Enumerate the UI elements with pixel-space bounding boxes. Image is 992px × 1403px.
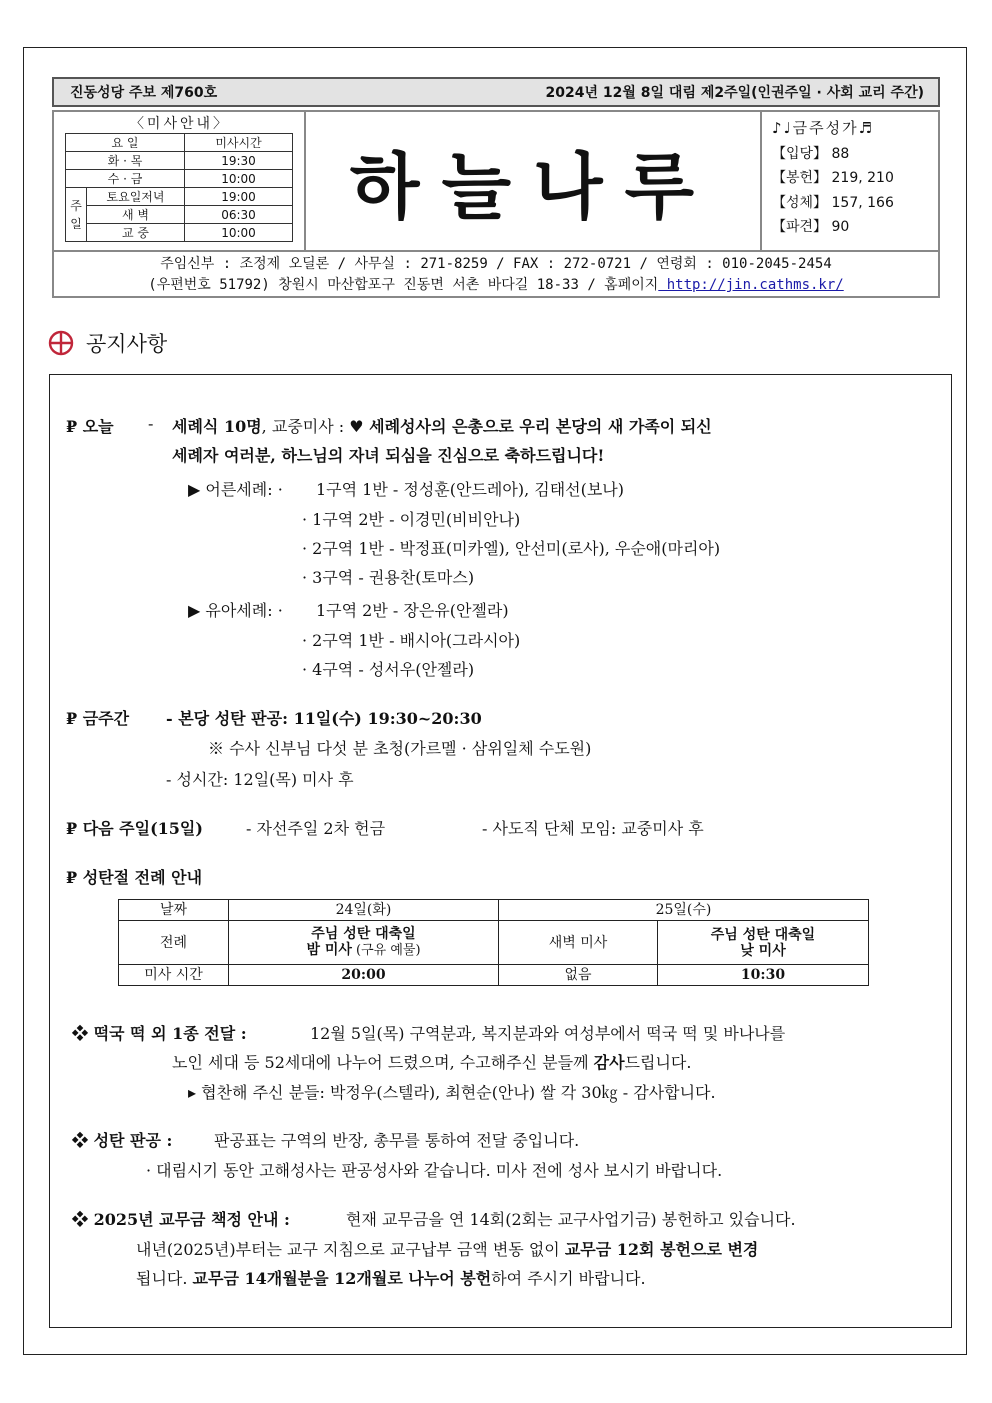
rice-cake-line-2: 노인 세대 등 52세대에 나누어 드렸으며, 수고해주신 분들께 감사드립니다. — [172, 1053, 692, 1072]
xmas-liturgy-24: 주님 성탄 대축일 밤 미사 (구유 예물) — [229, 921, 499, 965]
xmas-time-24: 20:00 — [229, 965, 499, 986]
homepage-link[interactable]: http://jin.cathms.kr/ — [658, 277, 844, 293]
xmas-liturgy-25: 주님 성탄 대축일 낮 미사 — [658, 921, 869, 965]
mass-time: 10:00 — [185, 170, 293, 188]
mass-day: 새 벽 — [87, 206, 185, 224]
infant-baptism-item: · 2구역 1반 - 배시아(그라시아) — [302, 631, 521, 650]
rice-cake-line-3: ▸ 협찬해 주신 분들: 박정우(스텔라), 최현순(안나) 쌀 각 30㎏ - 감사합니다. — [188, 1083, 716, 1102]
hymn-item: 【파견】 90 — [772, 219, 850, 235]
week-line-2: - 성시간: 12일(목) 미사 후 — [166, 770, 354, 789]
xmas-h-24: 24일(화) — [229, 900, 499, 921]
xmas-time-25-dawn: 없음 — [499, 965, 658, 986]
bulletin-date: 2024년 12월 8일 대림 제2주일(인권주일 · 사회 교리 주간) — [545, 85, 924, 101]
next-week-head: ₽ 다음 주일(15일) — [66, 819, 203, 838]
mass-schedule-table — [65, 133, 293, 242]
mass-time: 19:00 — [185, 188, 293, 206]
today-head: ₽ 오늘 — [66, 417, 114, 436]
bulletin-issue: 진동성당 주보 제760호 — [70, 85, 218, 101]
mass-time: 10:00 — [185, 224, 293, 242]
xmas-h-time: 미사 시간 — [119, 965, 229, 986]
mass-day: 토요일저녁 — [87, 188, 185, 206]
next-week-item: - 사도직 단체 모임: 교중미사 후 — [482, 819, 704, 838]
hymn-title: ♪♩금주성가♬ — [772, 119, 875, 137]
infant-baptism-item: 1구역 2반 - 장은유(안젤라) — [316, 601, 509, 620]
contact-line-2: (우편번호 51792) 창원시 마산합포구 진동면 서촌 바다길 18-33 / 홈페이지 http://jin.cathms.kr/ — [148, 277, 844, 293]
cross-circle-icon — [48, 330, 74, 356]
contact-line-1: 주임신부 : 조정제 오딜론 / 사무실 : 271-8259 / FAX : 272-0721 / 연령회 : 010-2045-2454 — [160, 256, 832, 272]
week-head: ₽ 금주간 — [66, 709, 130, 728]
adult-baptism-item: · 2구역 1반 - 박정표(미카엘), 안선미(로사), 우순애(마리아) — [302, 539, 721, 558]
mass-time: 19:30 — [185, 152, 293, 170]
mass-day: 화 · 목 — [66, 152, 185, 170]
infant-baptism-label: ▶ 유아세례: · — [188, 601, 283, 620]
hymn-list — [772, 116, 932, 240]
mass-schedule-title: 〈미사안내〉 — [129, 116, 231, 132]
adult-baptism-item: · 1구역 2반 - 이경민(비비안나) — [302, 510, 521, 529]
sunday-label: 주일 — [66, 188, 87, 242]
dues-head: ❖ 2025년 교무금 책정 안내 : — [72, 1210, 290, 1229]
adult-baptism-label: ▶ 어른세례: · — [188, 480, 283, 499]
week-note: ※ 수사 신부님 다섯 분 초청(가르멜 · 삼위일체 수도원) — [208, 739, 592, 758]
xmas-time-25: 10:30 — [658, 965, 869, 986]
adult-baptism-item: · 3구역 - 권용찬(토마스) — [302, 568, 475, 587]
xmas-h-25: 25일(수) — [499, 900, 869, 921]
confession-head: ❖ 성탄 판공 : — [72, 1131, 173, 1150]
infant-baptism-item: · 4구역 - 성서우(안젤라) — [302, 660, 475, 679]
christmas-head: ₽ 성탄절 전례 안내 — [66, 868, 203, 887]
dues-line-1: 현재 교무금을 연 14회(2회는 교구사업기금) 봉헌하고 있습니다. — [346, 1210, 796, 1229]
next-week-item: - 자선주일 2차 헌금 — [246, 819, 386, 838]
notice-heading-text: 공지사항 — [86, 332, 168, 356]
hymn-item: 【입당】 88 — [772, 145, 850, 162]
mass-day: 교 중 — [87, 224, 185, 242]
week-line-1: - 본당 성탄 판공: 11일(수) 19:30~20:30 — [166, 709, 482, 728]
today-line-1: 세례식 10명, 교중미사 : ♥ 세례성사의 은총으로 우리 본당의 새 가족이 되신 — [172, 417, 712, 436]
mass-time: 06:30 — [185, 206, 293, 224]
col-time: 미사시간 — [185, 134, 293, 152]
rice-cake-line-1: 12월 5일(목) 구역분과, 복지분과와 여성부에서 떡국 떡 및 바나나를 — [310, 1024, 786, 1043]
xmas-liturgy-25-dawn: 새벽 미사 — [499, 921, 658, 965]
hymn-item: 【봉헌】 219, 210 — [772, 170, 894, 186]
confession-line-2: · 대림시기 동안 고해성사는 판공성사와 같습니다. 미사 전에 성사 보시기 바랍니다. — [146, 1161, 723, 1180]
newsletter-title: 하늘나루 — [304, 112, 762, 250]
col-day: 요 일 — [66, 134, 185, 152]
mass-schedule — [58, 112, 302, 242]
xmas-h-date: 날짜 — [119, 900, 229, 921]
notice-heading — [48, 328, 167, 358]
today-dash: - — [148, 414, 154, 433]
xmas-h-liturgy: 전례 — [119, 921, 229, 965]
mass-day: 수 · 금 — [66, 170, 185, 188]
adult-baptism-item: 1구역 1반 - 정성훈(안드레아), 김태선(보나) — [316, 480, 625, 499]
hymn-item: 【성체】 157, 166 — [772, 194, 894, 211]
christmas-table — [118, 899, 869, 986]
rice-cake-head: ❖ 떡국 떡 외 1종 전달 : — [72, 1024, 247, 1043]
confession-line-1: 판공표는 구역의 반장, 총무를 통하여 전달 중입니다. — [214, 1131, 580, 1150]
contact-info — [52, 252, 940, 298]
today-line-2: 세례자 여러분, 하느님의 자녀 되심을 진심으로 축하드립니다! — [172, 446, 605, 465]
dues-line-2: 내년(2025년)부터는 교구 지침으로 교구납부 금액 변동 없이 교무금 12회 봉헌으로 변경 — [136, 1240, 759, 1259]
bulletin-header-bar — [52, 77, 940, 107]
masthead — [52, 110, 940, 252]
dues-line-3: 됩니다. 교무금 14개월분을 12개월로 나누어 봉헌하여 주시기 바랍니다. — [136, 1269, 646, 1288]
